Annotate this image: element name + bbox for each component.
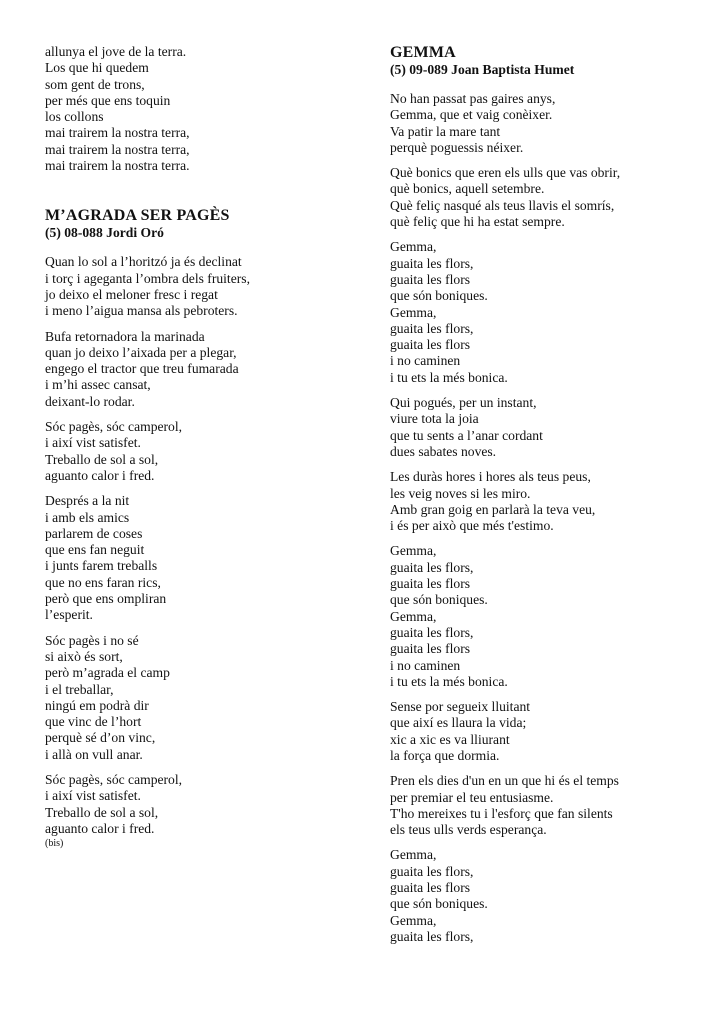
song-magrada-ser-pages (45, 207, 345, 849)
lyric-line: guaita les flors (390, 641, 471, 657)
lyric-line: que no ens faran rics, (45, 574, 161, 590)
lyric-line: per premiar el teu entusiasme. (390, 789, 554, 805)
stanza (390, 165, 690, 230)
lyric-line: Qui pogués, per un instant, (390, 395, 537, 411)
lyric-line: els teus ulls verds esperança. (390, 822, 547, 838)
lyric-line: Bufa retornadora la marinada (45, 328, 205, 344)
stanza (390, 773, 690, 838)
lyric-line: i m’hi assec cansat, (45, 377, 151, 393)
lyric-line: Gemma, (390, 304, 437, 320)
lyric-line: quan jo deixo l’aixada per a plegar, (45, 344, 237, 360)
lyric-line: i allà on vull anar. (45, 746, 143, 762)
lyric-line: i tu ets la més bonica. (390, 369, 508, 385)
stanza (390, 847, 690, 945)
stanza (45, 254, 345, 319)
lyric-line: Va patir la mare tant (390, 123, 501, 139)
stanza (390, 469, 690, 534)
stanza (390, 91, 690, 156)
lyric-line: Sóc pagès, sóc camperol, (45, 771, 183, 787)
lyric-line: guaita les flors, (390, 624, 474, 640)
stanza (45, 633, 345, 763)
song-gemma (390, 44, 690, 945)
lyric-line: però que ens ompliran (45, 591, 167, 607)
song-lyrics (390, 91, 690, 945)
lyric-line: mai trairem la nostra terra. (45, 158, 190, 174)
lyric-line: guaita les flors, (390, 255, 474, 271)
song-lyrics (45, 254, 345, 837)
lyric-line: per més que ens toquin (45, 92, 171, 108)
lyric-line: ningú em podrà dir (45, 697, 149, 713)
lyric-line: som gent de trons, (45, 76, 145, 92)
lyric-line: i amb els amics (45, 509, 130, 525)
lyric-line: engego el tractor que treu fumarada (45, 361, 239, 377)
lyric-line: parlarem de coses (45, 525, 143, 541)
lyric-line: les veig noves si les miro. (390, 485, 531, 501)
lyric-line: Pren els dies d'un en un que hi és el temps (390, 773, 619, 789)
lyric-line: Amb gran goig en parlarà la teva veu, (390, 501, 596, 517)
lyric-line: guaita les flors (390, 271, 471, 287)
lyric-line: deixant-lo rodar. (45, 393, 135, 409)
lyric-line: guaita les flors, (390, 863, 474, 879)
lyric-line: què feliç que hi ha estat sempre. (390, 214, 565, 230)
lyric-line: i no caminen (390, 657, 461, 673)
stanza (45, 329, 345, 410)
lyric-line: Després a la nit (45, 493, 130, 509)
lyric-line: i així vist satisfet. (45, 788, 141, 804)
lyric-line: l’esperit. (45, 607, 93, 623)
lyric-line: viure tota la joia (390, 411, 479, 427)
lyric-line: Sóc pagès, sóc camperol, (45, 419, 183, 435)
lyric-line: que així es llaura la vida; (390, 715, 527, 731)
lyric-line: i torç i ageganta l’ombra dels fruiters, (45, 270, 250, 286)
lyric-line: Gemma, (390, 912, 437, 928)
stanza (45, 493, 345, 623)
lyric-line: Gemma, (390, 847, 437, 863)
continuation-lyrics (45, 44, 345, 174)
lyric-line: Què bonics que eren els ulls que vas obrir, (390, 165, 621, 181)
lyric-line: i així vist satisfet. (45, 435, 141, 451)
lyric-line: Quan lo sol a l’horitzó ja és declinat (45, 254, 242, 270)
lyric-line: perquè sé d’on vinc, (45, 730, 156, 746)
lyric-line: xic a xic es va lliurant (390, 731, 510, 747)
song-author: (5) 08-088 Jordi Oró (45, 225, 164, 241)
lyric-line: que vinc de l’hort (45, 714, 142, 730)
lyric-line: que són boniques. (390, 288, 488, 304)
lyric-line: Gemma, (390, 608, 437, 624)
song-author: (5) 09-089 Joan Baptista Humet (390, 62, 575, 77)
lyric-line: guaita les flors, (390, 559, 474, 575)
lyric-line: jo deixo el meloner fresc i regat (45, 286, 218, 302)
song-title: GEMMA (390, 44, 456, 61)
song-spacer (45, 183, 345, 207)
lyric-line: que ens fan neguit (45, 542, 145, 558)
stanza (390, 239, 690, 386)
left-column (45, 44, 345, 849)
lyric-line: i tu ets la més bonica. (390, 673, 508, 689)
lyric-line: que són boniques. (390, 592, 488, 608)
lyric-line: Sense por segueix lluitant (390, 699, 531, 715)
lyric-line: allunya el jove de la terra. (45, 44, 187, 59)
stanza (390, 699, 690, 764)
lyric-line: Sóc pagès i no sé (45, 632, 139, 648)
lyric-line: aguanto calor i fred. (45, 467, 155, 483)
stanza (390, 395, 690, 460)
lyric-line: Los que hi quedem (45, 60, 149, 76)
lyric-line: Què feliç nasqué als teus llavis el somrís, (390, 197, 615, 213)
song-title: M’AGRADA SER PAGÈS (45, 207, 230, 225)
lyric-line: Gemma, que et vaig conèixer. (390, 107, 553, 123)
lyric-line: Gemma, (390, 543, 437, 559)
lyric-line: que són boniques. (390, 896, 488, 912)
lyric-line: i junts farem treballs (45, 558, 158, 574)
lyric-line: Gemma, (390, 239, 437, 255)
lyric-line: guaita les flors (390, 337, 471, 353)
stanza (45, 772, 345, 837)
lyric-line: que tu sents a l’anar cordant (390, 427, 543, 443)
lyric-line: perquè poguessis néixer. (390, 139, 524, 155)
lyric-line: mai trairem la nostra terra, (45, 141, 190, 157)
repeat-note: (bis) (45, 838, 64, 850)
stanza (390, 543, 690, 690)
lyric-line: guaita les flors (390, 880, 471, 896)
right-column (390, 44, 690, 954)
lyric-line: T'ho mereixes tu i l'esforç que fan silents (390, 805, 613, 821)
lyric-line: i meno l’aigua mansa als pebroters. (45, 303, 238, 319)
lyric-line: i és per això que més t'estimo. (390, 518, 554, 534)
lyric-line: si això és sort, (45, 648, 123, 664)
lyric-line: guaita les flors (390, 576, 471, 592)
lyric-line: Treballo de sol a sol, (45, 451, 159, 467)
lyric-line: guaita les flors, (390, 928, 474, 944)
stanza (45, 419, 345, 484)
lyric-line: No han passat pas gaires anys, (390, 91, 556, 106)
lyric-line: què bonics, aquell setembre. (390, 181, 545, 197)
lyric-line: guaita les flors, (390, 320, 474, 336)
lyric-line: mai trairem la nostra terra, (45, 125, 190, 141)
lyric-line: Les duràs hores i hores als teus peus, (390, 469, 591, 485)
stanza (45, 44, 345, 174)
lyric-line: però m’agrada el camp (45, 665, 170, 681)
lyric-line: i no caminen (390, 353, 461, 369)
lyric-line: dues sabates noves. (390, 443, 497, 459)
lyric-line: aguanto calor i fred. (45, 820, 155, 836)
lyric-line: la força que dormia. (390, 747, 500, 763)
lyric-line: i el treballar, (45, 681, 114, 697)
lyric-line: los collons (45, 109, 104, 125)
lyric-line: Treballo de sol a sol, (45, 804, 159, 820)
